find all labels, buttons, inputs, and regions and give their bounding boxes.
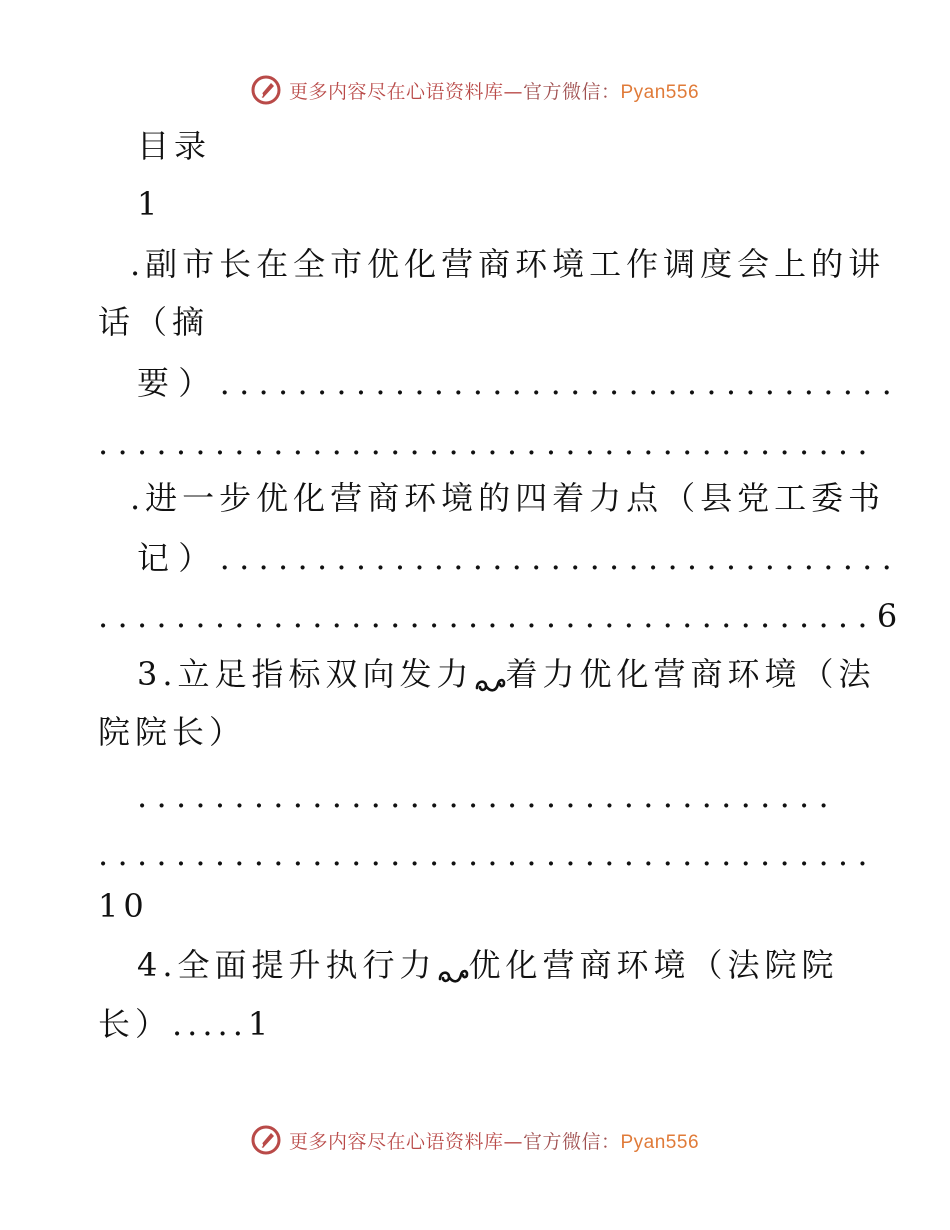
banner-separator: — <box>503 80 523 103</box>
banner-wechat-label: 官方微信： <box>522 1130 621 1153</box>
swirl-ornament-icon <box>437 956 469 980</box>
banner-text <box>289 1127 699 1154</box>
swirl-ornament-icon <box>474 665 506 689</box>
toc-item-2-line-2[interactable]: 记）................................... <box>137 539 902 577</box>
toc-item-3-line-4[interactable]: ........................................ <box>98 835 877 873</box>
toc-item-3-text-b: 着力优化营商环境（法 <box>505 655 876 693</box>
toc-item-3-line-3[interactable]: .................................... <box>137 777 838 815</box>
toc-number-1: 1 <box>137 185 163 223</box>
toc-item-3-line-2[interactable]: 院院长） <box>98 713 247 751</box>
toc-item-1-line-3[interactable]: 要）................................... <box>137 364 902 402</box>
toc-item-4-text-a: 4.全面提升执行力 <box>137 946 437 984</box>
banner-wechat-id: Pyan556 <box>620 1131 700 1153</box>
banner-wechat-label: 官方微信： <box>522 80 621 103</box>
pen-logo-icon <box>251 1125 281 1155</box>
banner-wechat-id: Pyan556 <box>620 81 700 103</box>
toc-item-4-text-b: 优化营商环境（法院院 <box>468 946 839 984</box>
banner-separator: — <box>503 1130 523 1153</box>
toc-item-4-line-2[interactable]: 长）.....1 <box>98 1005 274 1043</box>
toc-item-1-line-1[interactable]: .副市长在全市优化营商环境工作调度会上的讲 <box>130 245 886 283</box>
toc-item-1-line-2[interactable]: 话（摘 <box>98 303 210 341</box>
toc-heading: 目录 <box>137 127 212 165</box>
toc-item-3-page[interactable]: 10 <box>98 887 149 925</box>
toc-item-3-text-a: 3.立足指标双向发力 <box>137 655 474 693</box>
toc-item-1-line-4[interactable]: ........................................ <box>98 424 877 462</box>
banner-main-text: 更多内容尽在心语资料库 <box>288 80 504 103</box>
banner-main-text: 更多内容尽在心语资料库 <box>288 1130 504 1153</box>
footer-banner <box>0 1120 950 1160</box>
toc-item-2-line-1[interactable]: .进一步优化营商环境的四着力点（县党工委书 <box>130 479 886 517</box>
toc-item-2-line-3[interactable]: ........................................6 <box>98 597 907 635</box>
toc-item-4-line-1[interactable] <box>137 945 839 985</box>
toc-item-3-line-1[interactable] <box>137 654 876 694</box>
